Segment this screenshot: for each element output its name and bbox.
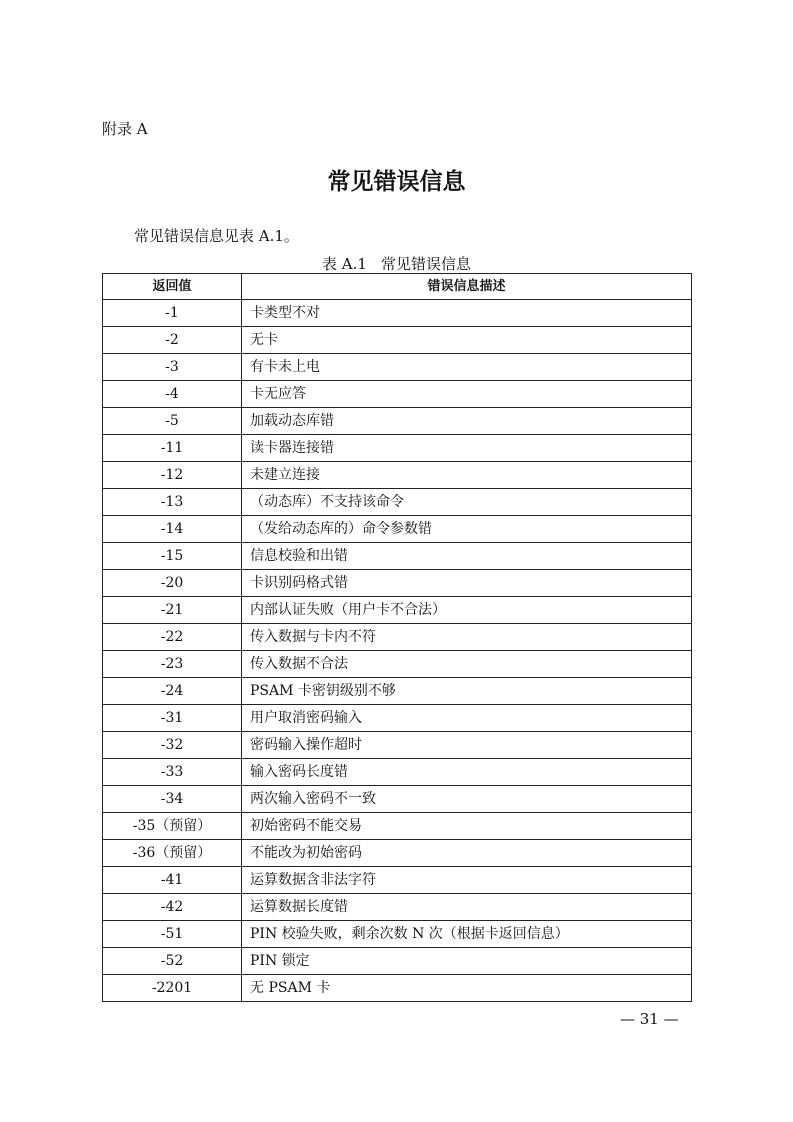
description-cell: 传入数据不合法 <box>242 651 692 678</box>
table-row <box>103 813 692 840</box>
return-value-cell: -1 <box>103 300 242 327</box>
table-row <box>103 975 692 1002</box>
table-row <box>103 651 692 678</box>
table-row <box>103 381 692 408</box>
description-cell: 运算数据含非法字符 <box>242 867 692 894</box>
table-row <box>103 921 692 948</box>
table-row <box>103 624 692 651</box>
return-value-cell: -36（预留） <box>103 840 242 867</box>
return-value-cell: -51 <box>103 921 242 948</box>
table-row <box>103 543 692 570</box>
description-cell: 卡类型不对 <box>242 300 692 327</box>
description-cell: PIN 校验失败，剩余次数 N 次（根据卡返回信息） <box>242 921 692 948</box>
description-cell: 加载动态库错 <box>242 408 692 435</box>
description-cell: 无 PSAM 卡 <box>242 975 692 1002</box>
table-caption-number: 表 A.1 <box>322 255 367 273</box>
return-value-cell: -41 <box>103 867 242 894</box>
description-cell: （动态库）不支持该命令 <box>242 489 692 516</box>
description-cell: 卡识别码格式错 <box>242 570 692 597</box>
description-cell: 两次输入密码不一致 <box>242 786 692 813</box>
return-value-cell: -31 <box>103 705 242 732</box>
return-value-cell: -11 <box>103 435 242 462</box>
header-return-value: 返回值 <box>103 274 242 300</box>
description-cell: 内部认证失败（用户卡不合法） <box>242 597 692 624</box>
table-caption-name: 常见错误信息 <box>380 255 471 273</box>
description-cell: （发给动态库的）命令参数错 <box>242 516 692 543</box>
description-cell: 未建立连接 <box>242 462 692 489</box>
table-row <box>103 597 692 624</box>
table-row <box>103 408 692 435</box>
table-row <box>103 354 692 381</box>
table-header-row <box>103 274 692 300</box>
return-value-cell: -33 <box>103 759 242 786</box>
description-cell: 密码输入操作超时 <box>242 732 692 759</box>
return-value-cell: -42 <box>103 894 242 921</box>
return-value-cell: -20 <box>103 570 242 597</box>
return-value-cell: -2201 <box>103 975 242 1002</box>
return-value-cell: -24 <box>103 678 242 705</box>
description-cell: 运算数据长度错 <box>242 894 692 921</box>
return-value-cell: -3 <box>103 354 242 381</box>
table-row <box>103 489 692 516</box>
page-number: — 31 — <box>620 1010 679 1028</box>
return-value-cell: -35（预留） <box>103 813 242 840</box>
table-row <box>103 786 692 813</box>
description-cell: 初始密码不能交易 <box>242 813 692 840</box>
table-row <box>103 435 692 462</box>
page-title: 常见错误信息 <box>327 169 466 195</box>
table-row <box>103 894 692 921</box>
return-value-cell: -13 <box>103 489 242 516</box>
description-cell: 卡无应答 <box>242 381 692 408</box>
table-row <box>103 327 692 354</box>
return-value-cell: -32 <box>103 732 242 759</box>
table-row <box>103 516 692 543</box>
intro-paragraph: 常见错误信息见表 A.1。 <box>134 227 299 245</box>
description-cell: 用户取消密码输入 <box>242 705 692 732</box>
table-row <box>103 840 692 867</box>
return-value-cell: -2 <box>103 327 242 354</box>
table-caption <box>0 253 793 274</box>
return-value-cell: -34 <box>103 786 242 813</box>
table-row <box>103 705 692 732</box>
description-cell: 有卡未上电 <box>242 354 692 381</box>
error-table <box>102 273 692 1002</box>
appendix-label: 附录 A <box>102 120 148 138</box>
description-cell: 无卡 <box>242 327 692 354</box>
description-cell: PIN 锁定 <box>242 948 692 975</box>
description-cell: 不能改为初始密码 <box>242 840 692 867</box>
return-value-cell: -52 <box>103 948 242 975</box>
table-row <box>103 678 692 705</box>
return-value-cell: -22 <box>103 624 242 651</box>
return-value-cell: -21 <box>103 597 242 624</box>
table-row <box>103 570 692 597</box>
table-row <box>103 462 692 489</box>
return-value-cell: -14 <box>103 516 242 543</box>
return-value-cell: -5 <box>103 408 242 435</box>
description-cell: 传入数据与卡内不符 <box>242 624 692 651</box>
table-row <box>103 867 692 894</box>
table-row <box>103 759 692 786</box>
table-row <box>103 300 692 327</box>
return-value-cell: -12 <box>103 462 242 489</box>
table-row <box>103 948 692 975</box>
description-cell: PSAM 卡密钥级别不够 <box>242 678 692 705</box>
header-description: 错误信息描述 <box>242 274 692 300</box>
description-cell: 信息校验和出错 <box>242 543 692 570</box>
description-cell: 输入密码长度错 <box>242 759 692 786</box>
return-value-cell: -4 <box>103 381 242 408</box>
table-body <box>103 300 692 1002</box>
return-value-cell: -15 <box>103 543 242 570</box>
return-value-cell: -23 <box>103 651 242 678</box>
table-row <box>103 732 692 759</box>
description-cell: 读卡器连接错 <box>242 435 692 462</box>
